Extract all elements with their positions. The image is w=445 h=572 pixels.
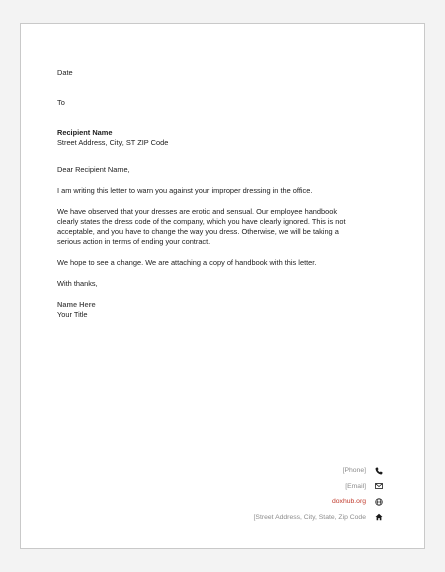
letter-body bbox=[57, 68, 357, 320]
home-icon bbox=[374, 512, 384, 522]
paragraph-warning: I am writing this letter to warn you against your improper dressing in the office. bbox=[57, 186, 313, 195]
contact-email-row bbox=[184, 479, 384, 495]
letter-page bbox=[20, 23, 425, 549]
contact-address-row bbox=[184, 510, 384, 526]
recipient-address: Street Address, City, ST ZIP Code bbox=[57, 138, 169, 147]
contact-email: [Email] bbox=[345, 482, 366, 490]
contact-address: [Street Address, City, State, Zip Code bbox=[253, 513, 366, 521]
envelope-icon bbox=[374, 481, 384, 491]
date-line: Date bbox=[57, 68, 73, 77]
paragraph-observation: We have observed that your dresses are erotic and sensual. Our employee handbook clearly states the dress code of the company, which you have clearly ignored. This is not acceptable, and you have to change the way you dress. Otherwise, we will be taking a serious action in terms of ending your contract. bbox=[57, 207, 346, 246]
globe-icon bbox=[374, 497, 384, 507]
to-line: To bbox=[57, 98, 65, 107]
sender-title: Your Title bbox=[57, 310, 88, 319]
contact-website-row bbox=[184, 494, 384, 510]
contact-phone: [Phone] bbox=[342, 467, 366, 474]
contact-block bbox=[184, 463, 384, 525]
salutation: Dear Recipient Name, bbox=[57, 165, 130, 174]
sender-name: Name Here bbox=[57, 300, 96, 309]
paragraph-hope: We hope to see a change. We are attaching a copy of handbook with this letter. bbox=[57, 258, 317, 267]
contact-phone-row bbox=[184, 463, 384, 479]
contact-website[interactable]: doxhub.org bbox=[331, 498, 366, 505]
closing: With thanks, bbox=[57, 279, 98, 288]
recipient-name: Recipient Name bbox=[57, 128, 113, 137]
phone-icon bbox=[374, 466, 384, 476]
